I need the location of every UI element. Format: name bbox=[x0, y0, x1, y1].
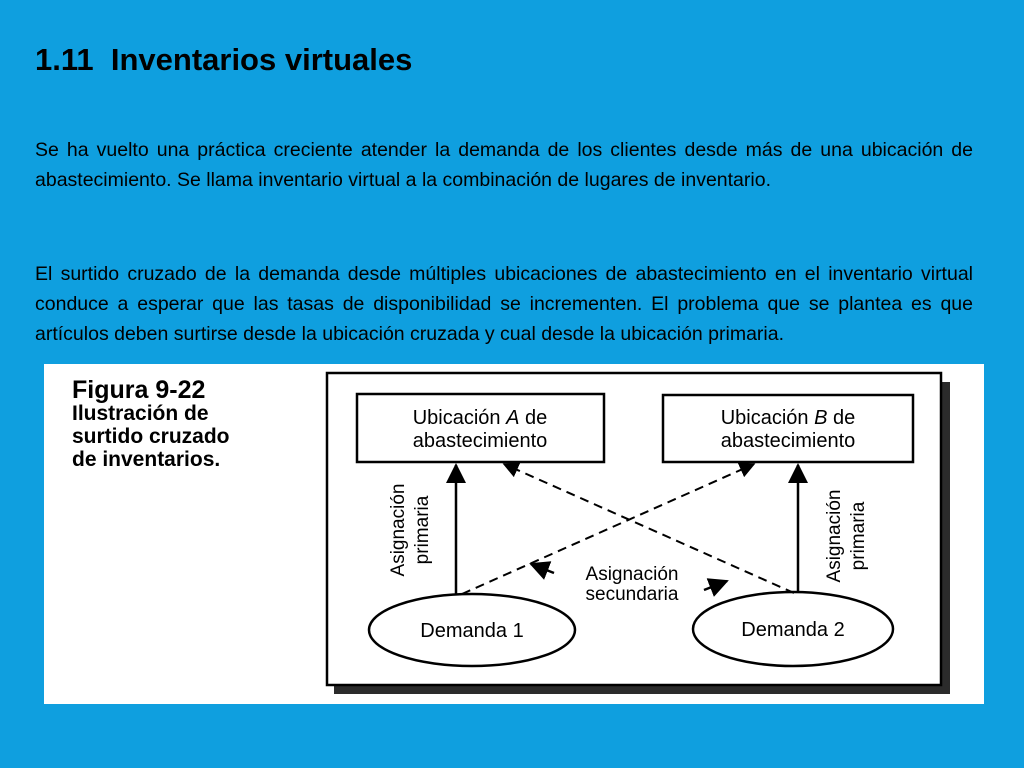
figure-panel bbox=[44, 364, 984, 704]
location-a-line1: Ubicación A de bbox=[412, 407, 548, 429]
figure-caption-line3: de inventarios. bbox=[72, 448, 221, 471]
paragraph-cross-supply: El surtido cruzado de la demanda desde múltiples ubicaciones de abastecimiento en el inventario virtual conduce a esperar que las tasas de disponibilidad se incrementen. El problema que se plantea es que artículos deben surtirse desde la ubicación cruzada y cual desde la ubicación primaria. bbox=[35, 263, 973, 345]
location-a-line2: abastecimiento bbox=[412, 430, 548, 452]
figure-caption-line2: surtido cruzado bbox=[72, 425, 230, 448]
left-primary-label-line2: primaria bbox=[412, 495, 433, 565]
location-b-line1: Ubicación B de bbox=[720, 407, 856, 429]
figure-number: Figura 9-22 bbox=[72, 376, 206, 404]
demand-1-label: Demanda 1 bbox=[420, 620, 524, 642]
right-primary-label-line2: primaria bbox=[848, 501, 869, 571]
paragraph-intro: Se ha vuelto una práctica creciente atender la demanda de los clientes desde más de una ubicación de abastecimiento. Se llama inventario virtual a la combinación de lugares de inventario. bbox=[35, 139, 973, 191]
figure-diagram bbox=[44, 364, 984, 704]
figure-caption-line1: Ilustración de bbox=[72, 402, 209, 425]
demand-2-label: Demanda 2 bbox=[741, 619, 845, 641]
secondary-label-line1: Asignación bbox=[585, 564, 679, 585]
slide-title: 1.11 Inventarios virtuales bbox=[35, 42, 413, 77]
location-b-line2: abastecimiento bbox=[720, 430, 856, 452]
right-primary-label-line1: Asignación bbox=[824, 489, 845, 583]
left-primary-label-line1: Asignación bbox=[388, 483, 409, 577]
secondary-label-line2: secundaria bbox=[585, 584, 679, 605]
